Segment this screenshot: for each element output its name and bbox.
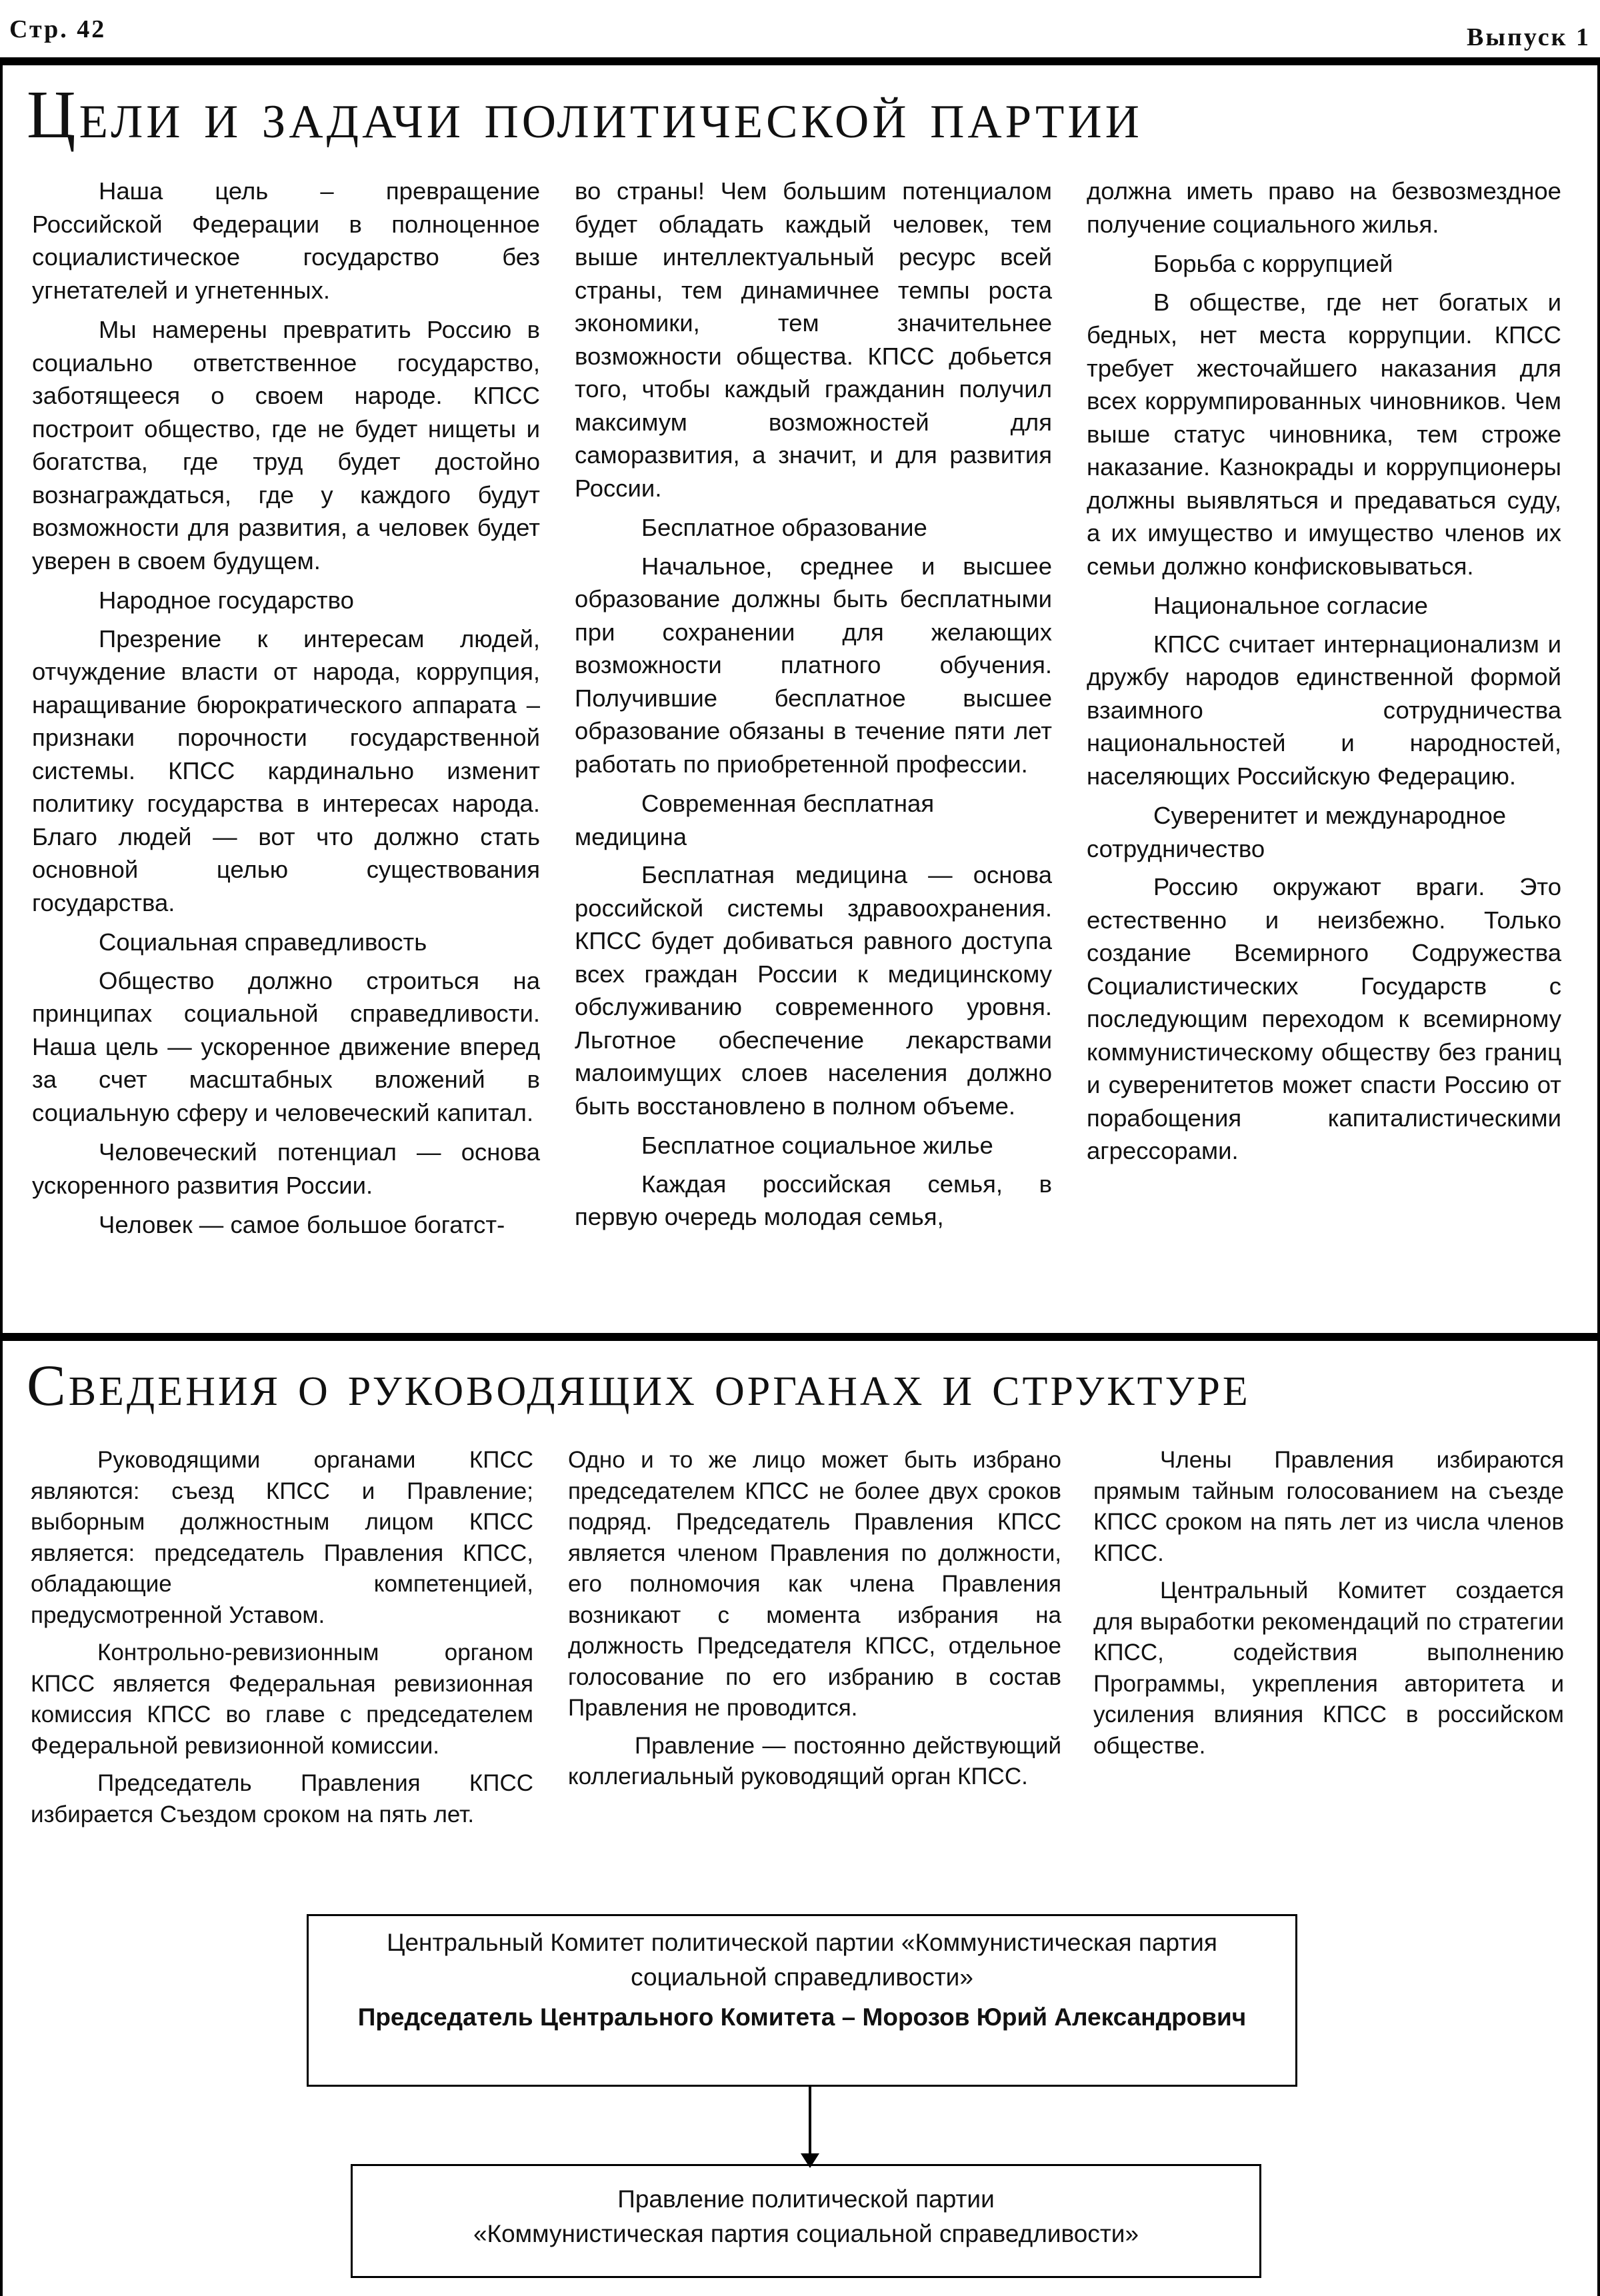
paragraph: Общество должно строиться на принципах социальной справедливости. Наша цель — ускоренное движение вперед за счет масштабных вложений в социальную сферу и человеческий капитал. bbox=[32, 966, 540, 1126]
subheading: Бесплатное социальное жилье bbox=[641, 1132, 993, 1159]
structure-column-2 bbox=[568, 1445, 1061, 1799]
paragraph: Начальное, среднее и высшее образование должны быть бесплатными при сохранении для желающих возможности платного обучения. Получившие бесплатное высшее образование обязаны в течение пяти лет работать по приобретенной профессии. bbox=[575, 552, 1052, 778]
goals-column-1 bbox=[32, 175, 540, 1248]
subheading: Борьба с коррупцией bbox=[1153, 250, 1393, 277]
subheading: Социальная справедливость bbox=[99, 928, 427, 956]
board-line2: «Коммунистическая партия социальной справедливости» bbox=[473, 2220, 1139, 2247]
paragraph: Каждая российская семья, в первую очередь молодая семья, bbox=[575, 1170, 1052, 1230]
paragraph: Презрение к интересам людей, отчуждение власти от народа, коррупция, наращивание бюрократического аппарата – признаки порочности государственной системы. КПСС кардинально изменит политику государства в интересах народа. Благо людей — вот что должно стать основной целью существования государства. bbox=[32, 624, 540, 916]
structure-column-1 bbox=[31, 1445, 533, 1837]
paragraph-continued: Одно и то же лицо может быть избрано председателем КПСС не более двух сроков подряд. Председатель Правления КПСС является членом Правления по должности, его полномочия как члена Правления возникают с момента избрания на должность Председателя КПСС, отдельное голосование по его избранию в состав Правления не проводится. bbox=[568, 1447, 1061, 1721]
section-title-goals: Цели и задачи политической партии bbox=[27, 77, 1143, 153]
page-number: Стр. 42 bbox=[9, 15, 107, 43]
central-committee-chairman: Председатель Центрального Комитета – Морозов Юрий Александрович bbox=[357, 2003, 1247, 2031]
board-line1: Правление политической партии bbox=[617, 2185, 995, 2213]
issue-number: Выпуск 1 bbox=[1466, 23, 1591, 51]
paragraph: Бесплатная медицина — основа российской системы здравоохранения. КПСС будет добиваться равного доступа всех граждан России к медицинскому обслуживанию современного уровня. Льготное обеспечение лекарствами малоимущих слоев населения должно быть восстановлено в полном объеме. bbox=[575, 861, 1052, 1120]
section-title-structure: Сведения о руководящих органах и структуре bbox=[27, 1354, 1251, 1418]
paragraph: Председатель Правления КПСС избирается Съездом сроком на пять лет. bbox=[31, 1770, 533, 1827]
paragraph: Правление — постоянно действующий коллегиальный руководящий орган КПСС. bbox=[568, 1732, 1061, 1789]
paragraph: Центральный Комитет создается для выработки рекомендаций по стратегии КПСС, содействия выполнению Программы, укрепления авторитета и усиления влияния КПСС в российском обществе. bbox=[1093, 1578, 1564, 1759]
paragraph-continued: должна иметь право на безвозмездное получение социального жилья. bbox=[1087, 177, 1561, 238]
frame-right-top bbox=[1597, 65, 1600, 1333]
central-committee-line1: Центральный Комитет политической партии «Коммунистическая партия bbox=[387, 1929, 1217, 1956]
subheading: Суверенитет и международное сотрудничество bbox=[1087, 802, 1507, 862]
frame-right-bottom bbox=[1597, 1341, 1600, 2296]
page-header bbox=[0, 0, 1600, 67]
paragraph: Наша цель – превращение Российской Федерации в полноценное социалистическое государство без угнетателей и угнетенных. bbox=[32, 177, 540, 304]
central-committee-box bbox=[307, 1914, 1297, 2087]
header-rule bbox=[0, 57, 1600, 65]
subheading: Национальное согласие bbox=[1153, 592, 1428, 619]
paragraph-continued: во страны! Чем большим потенциалом будет обладать каждый человек, тем выше интеллектуальный ресурс всей страны, тем динамичнее темпы роста экономики, тем значительнее возможности общества. КПСС добьется того, чтобы каждый гражданин получил максимум возможностей для саморазвития, а значит, и для развития России. bbox=[575, 177, 1052, 502]
goals-column-2 bbox=[575, 175, 1052, 1240]
board-box bbox=[351, 2164, 1261, 2278]
paragraph: КПСС считает интернационализм и дружбу народов единственной формой взаимного сотрудничества национальностей и народностей, населяющих Российскую Федерацию. bbox=[1087, 630, 1561, 790]
section-divider bbox=[0, 1333, 1600, 1341]
goals-column-3 bbox=[1087, 175, 1561, 1174]
paragraph: Контрольно-ревизионным органом КПСС является Федеральная ревизионная комиссия КПСС во главе с председателем Федеральной ревизионной комиссии. bbox=[31, 1640, 533, 1759]
paragraph: Мы намерены превратить Россию в социально ответственное государство, заботящееся о своем народе. КПСС построит общество, где не будет нищеты и богатства, где труд будет достойно вознаграждаться, где у каждого будут возможности для развития, а человек будет уверен в своем будущем. bbox=[32, 316, 540, 574]
paragraph: Человеческий потенциал — основа ускоренного развития России. bbox=[32, 1138, 540, 1199]
central-committee-line2: социальной справедливости» bbox=[631, 1963, 973, 1991]
subheading: Современная бесплатная медицина bbox=[575, 790, 935, 850]
paragraph: Россию окружают враги. Это естественно и неизбежно. Только создание Всемирного Содружества Социалистических Государств с последующим переходом к всемирному коммунистическому обществу без границ и суверенитетов может спасти Россию от порабощения капиталистическими агрессорами. bbox=[1087, 873, 1561, 1164]
frame-left-top bbox=[0, 65, 3, 1333]
subheading: Народное государство bbox=[99, 586, 354, 614]
diagram-connector-line bbox=[809, 2087, 811, 2160]
paragraph: В обществе, где нет богатых и бедных, нет места коррупции. КПСС требует жесточайшего наказания для всех коррумпированных чиновников. Чем выше статус чиновника, тем строже наказание. Казнокрады и коррупционеры должны выявляться и предаваться суду, а их имущество и имущество членов их семьи должно конфисковываться. bbox=[1087, 288, 1561, 580]
subheading: Бесплатное образование bbox=[641, 514, 927, 541]
paragraph: Руководящими органами КПСС являются: съезд КПСС и Правление; выборным должностным лицом КПСС является: председатель Правления КПСС, обладающие компетенцией, предусмотренной Уставом. bbox=[31, 1447, 533, 1628]
frame-left-bottom bbox=[0, 1341, 3, 2296]
structure-column-3 bbox=[1093, 1445, 1564, 1768]
paragraph: Человек — самое большое богатст- bbox=[99, 1211, 505, 1238]
paragraph: Члены Правления избираются прямым тайным голосованием на съезде КПСС сроком на пять лет из числа членов КПСС. bbox=[1093, 1447, 1564, 1566]
